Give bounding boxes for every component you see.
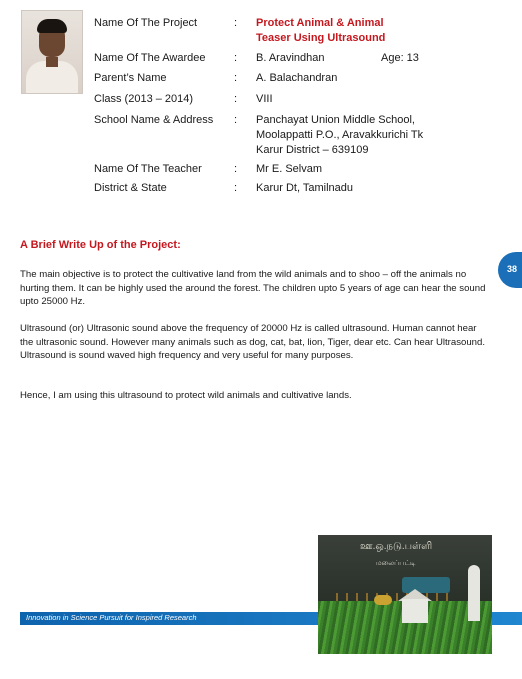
parent-label: Parent’s Name xyxy=(94,72,167,84)
colon: : xyxy=(234,72,238,84)
class-label: Class (2013 – 2014) xyxy=(94,93,194,105)
colon: : xyxy=(234,17,238,29)
school-line2: Moolappatti P.O., Aravakkurichi Tk xyxy=(256,129,424,141)
teacher-label: Name Of The Teacher xyxy=(94,163,202,175)
exhibit-board-line1: ஊ.ஒ.நடு.பள்ளி xyxy=(360,541,433,552)
awardee-value: B. Aravindhan xyxy=(256,52,325,64)
photo-hair xyxy=(37,19,67,33)
school-label: School Name & Address xyxy=(94,114,214,126)
exhibit-animal-model xyxy=(374,595,392,605)
teacher-value: Mr E. Selvam xyxy=(256,163,323,175)
writeup-paragraph-3: Hence, I am using this ultrasound to protect wild animals and cultivative lands. xyxy=(20,390,352,401)
student-photo xyxy=(21,10,83,94)
district-label: District & State xyxy=(94,182,167,194)
school-line3: Karur District – 639109 xyxy=(256,144,369,156)
photo-neck xyxy=(46,57,58,67)
colon: : xyxy=(234,182,238,194)
awardee-label: Name Of The Awardee xyxy=(94,52,206,64)
project-name-value xyxy=(256,16,496,46)
exhibit-board-line2: மலைப்பட்டி xyxy=(376,560,416,567)
colon: : xyxy=(234,163,238,175)
footer-text: Innovation in Science Pursuit for Inspired Research xyxy=(26,613,197,622)
writeup-title: A Brief Write Up of the Project: xyxy=(20,239,181,251)
exhibit-photo xyxy=(318,535,492,654)
exhibit-tower xyxy=(468,565,480,621)
district-value: Karur Dt, Tamilnadu xyxy=(256,182,354,194)
project-name-line2: Teaser Using Ultrasound xyxy=(256,32,386,44)
colon: : xyxy=(234,114,238,126)
exhibit-house xyxy=(402,599,428,623)
writeup-paragraph-2: Ultrasound (or) Ultrasonic sound above the frequency of 20000 Hz is called ultrasound. Human cannot hear the ultrasonic sound. However many animals such as dog, cat, bat, lion, Tiger, dear etc. Can hear Ultrasound. Ultrasound is sound waved high frequency and very useful for many purposes. xyxy=(20,323,486,361)
project-name-line1: Protect Animal & Animal xyxy=(256,17,384,29)
parent-value: A. Balachandran xyxy=(256,72,338,84)
colon: : xyxy=(234,93,238,105)
writeup-paragraph-1: The main objective is to protect the cultivative land from the wild animals and to shoo – off the animals no hurting them. It can be highly used the around the forest. The children upto 5 years of age can hear the sound upto 25000 Hz. xyxy=(20,269,486,307)
page-number-tab xyxy=(498,252,522,288)
school-value xyxy=(256,113,496,158)
class-value: VIII xyxy=(256,93,273,105)
colon: : xyxy=(234,52,238,64)
project-name-label: Name Of The Project xyxy=(94,17,198,29)
school-line1: Panchayat Union Middle School, xyxy=(256,114,415,126)
page-number: 38 xyxy=(507,264,518,274)
age-value: Age: 13 xyxy=(381,52,419,64)
